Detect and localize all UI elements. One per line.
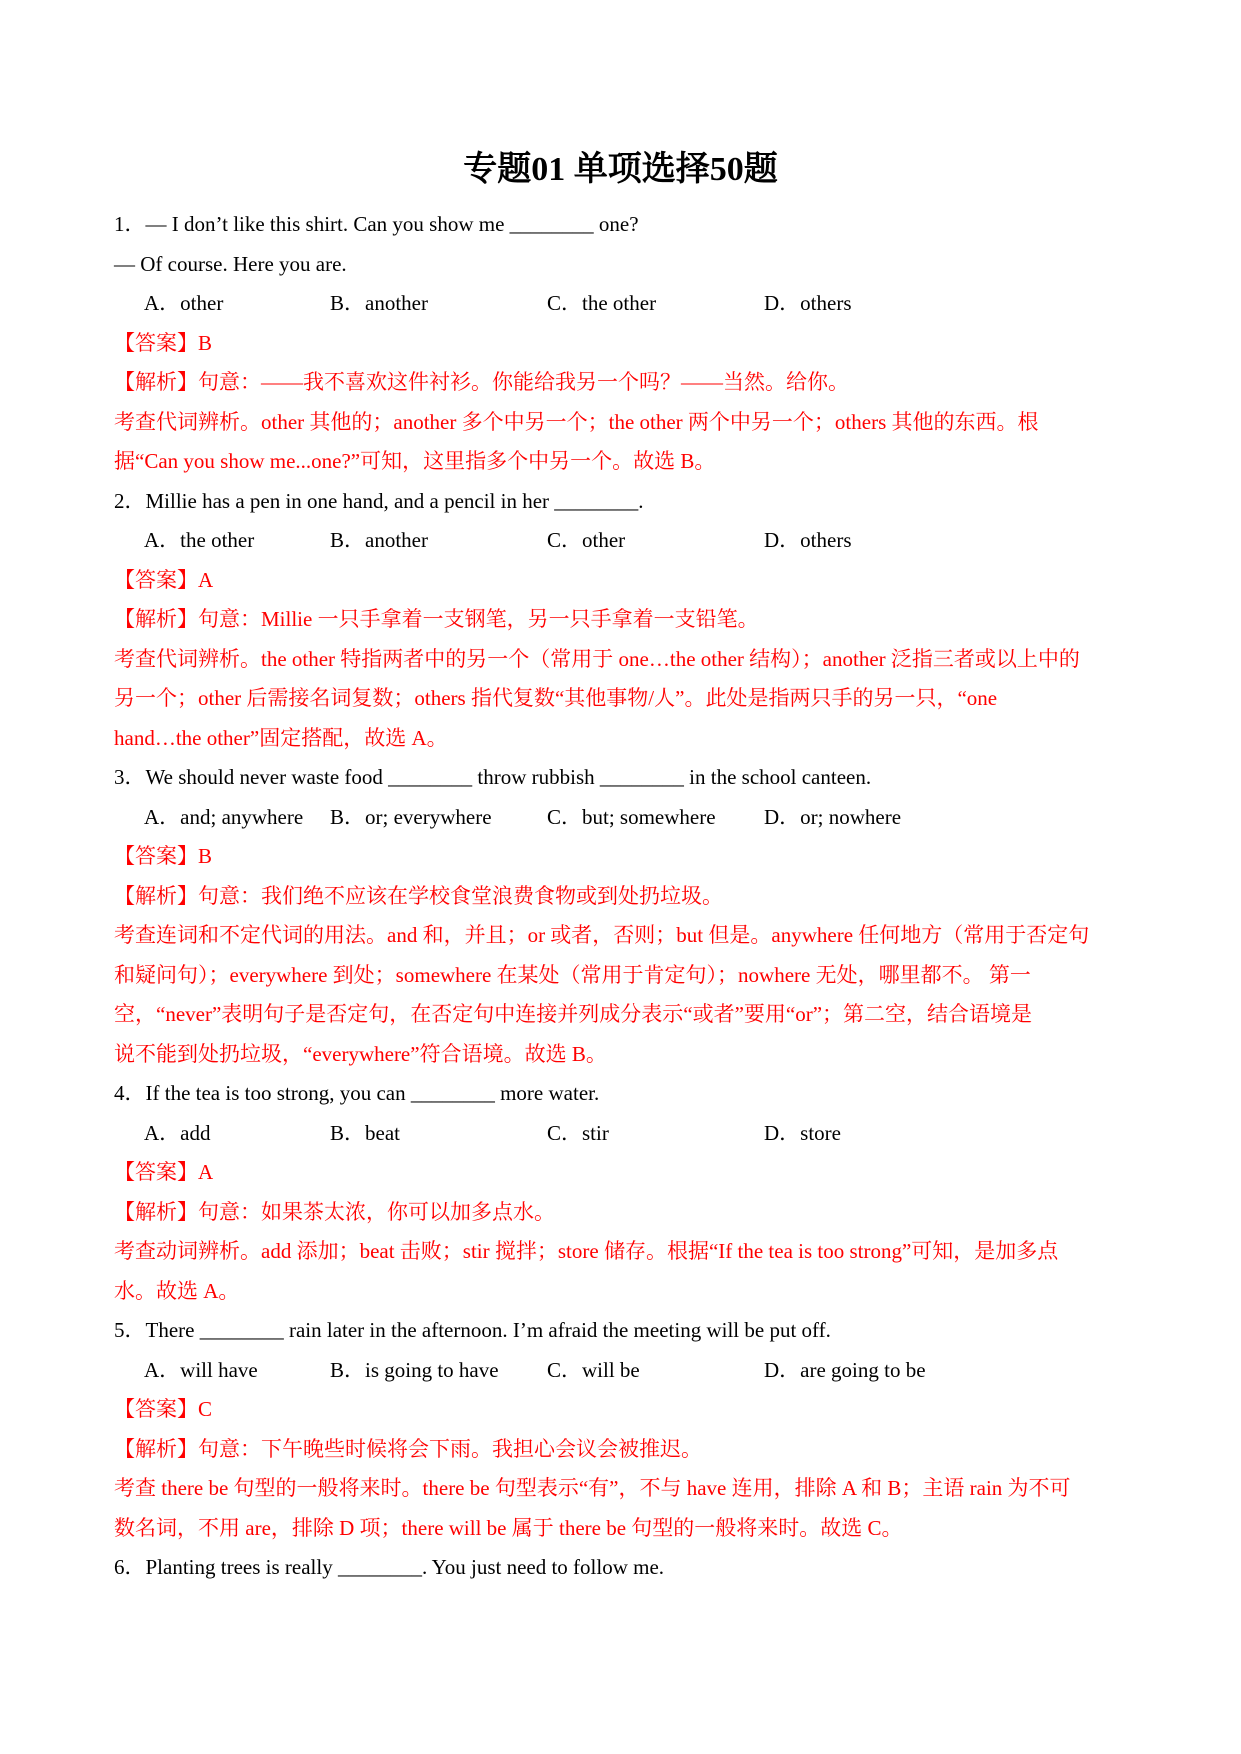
analysis-line: 据“Can you show me...one?”可知，这里指多个中另一个。故选 B。 — [114, 449, 716, 473]
question-stem: 4．If the tea is too strong, you can ________ more water. — [114, 1081, 600, 1105]
option-b: B．or; everywhere — [330, 804, 492, 829]
options-row — [114, 284, 1134, 324]
question-3 — [114, 758, 1134, 1074]
analysis-line: 数名词，不用 are，排除 D 项；there will be 属于 there be 句型的一般将来时。故选 C。 — [114, 1515, 903, 1540]
options-row — [114, 1114, 1134, 1154]
analysis-line: 考查代词辨析。the other 特指两者中的另一个（常用于 one…the other 结构）；another 泛指三者或以上中的 — [114, 646, 1080, 671]
option-c: C．will be — [547, 1357, 640, 1382]
answer-line: 【答案】C — [114, 1397, 213, 1421]
option-c: C．other — [547, 528, 626, 552]
page-title: 专题01 单项选择50题 — [463, 151, 778, 188]
options-row — [114, 798, 1134, 838]
option-a: A．the other — [144, 528, 255, 552]
analysis-line: 考查代词辨析。other 其他的；another 多个中另一个；the other 两个中另一个；others 其他的东西。根 — [114, 409, 1039, 434]
analysis-line: 【解析】句意：如果茶太浓，你可以加多点水。 — [114, 1199, 555, 1224]
option-d: D．others — [764, 291, 852, 315]
analysis-line: 考查连词和不定代词的用法。and 和，并且；or 或者，否则；but 但是。anywhere 任何地方（常用于否定句 — [114, 923, 1090, 947]
option-a: A．other — [144, 291, 224, 315]
answer-line: 【答案】A — [114, 567, 214, 592]
question-6 — [114, 1548, 1134, 1588]
analysis-line: 考查动词辨析。add 添加；beat 击败；stir 搅拌；store 储存。根据“If the tea is too strong”可知，是加多点 — [114, 1239, 1059, 1263]
option-a: A．and; anywhere — [144, 804, 304, 829]
question-2 — [114, 482, 1134, 759]
question-4 — [114, 1074, 1134, 1311]
question-stem: 5．There ________ rain later in the afternoon. I’m afraid the meeting will be put off. — [114, 1318, 831, 1342]
option-b: B．another — [330, 528, 428, 552]
question-1 — [114, 205, 1134, 482]
question-stem: 6．Planting trees is really ________. You just need to follow me. — [114, 1555, 665, 1579]
option-a: A．add — [144, 1120, 211, 1145]
option-d: D．or; nowhere — [764, 804, 902, 829]
answer-line: 【答案】B — [114, 844, 213, 868]
analysis-line: 和疑问句）；everywhere 到处；somewhere 在某处（常用于肯定句）；nowhere 无处，哪里都不。 第一 — [114, 962, 1031, 987]
question-stem: — Of course. Here you are. — [114, 251, 347, 276]
analysis-line: 水。故选 A。 — [114, 1278, 240, 1303]
question-stem: 1．— I don’t like this shirt. Can you show me ________ one? — [114, 212, 639, 236]
option-d: D．are going to be — [764, 1357, 926, 1382]
options-row — [114, 1351, 1134, 1391]
question-stem: 3．We should never waste food ________ throw rubbish ________ in the school canteen. — [114, 765, 872, 789]
analysis-line: 另一个；other 后需接名词复数；others 指代复数“其他事物/人”。此处是指两只手的另一只，“one — [114, 686, 998, 710]
question-list — [114, 205, 1134, 1588]
option-a: A．will have — [144, 1357, 258, 1382]
analysis-line: 【解析】句意：Millie 一只手拿着一支钢笔，另一只手拿着一支铅笔。 — [114, 607, 759, 631]
question-5 — [114, 1311, 1134, 1548]
analysis-line: 【解析】句意：我们绝不应该在学校食堂浪费食物或到处扔垃圾。 — [114, 883, 723, 908]
answer-line: 【答案】B — [114, 330, 213, 355]
option-b: B．is going to have — [330, 1357, 499, 1382]
option-b: B．beat — [330, 1120, 400, 1145]
option-c: C．but; somewhere — [547, 804, 716, 829]
analysis-line: 说不能到处扔垃圾，“everywhere”符合语境。故选 B。 — [114, 1041, 607, 1066]
analysis-line: hand…the other”固定搭配，故选 A。 — [114, 725, 448, 750]
question-stem: 2．Millie has a pen in one hand, and a pencil in her ________. — [114, 488, 644, 513]
analysis-line: 【解析】句意：下午晚些时候将会下雨。我担心会议会被推迟。 — [114, 1436, 702, 1461]
analysis-line: 空，“never”表明句子是否定句，在否定句中连接并列成分表示“或者”要用“or”；第二空，结合语境是 — [114, 1002, 1033, 1026]
option-c: C．the other — [547, 291, 657, 315]
option-c: C．stir — [547, 1120, 609, 1145]
analysis-line: 【解析】句意：——我不喜欢这件衬衫。你能给我另一个吗？——当然。给你。 — [114, 370, 849, 394]
options-row — [114, 521, 1134, 561]
answer-line: 【答案】A — [114, 1160, 214, 1184]
analysis-line: 考查 there be 句型的一般将来时。there be 句型表示“有”，不与 have 连用，排除 A 和 B；主语 rain 为不可 — [114, 1476, 1071, 1500]
option-d: D．others — [764, 528, 852, 552]
option-d: D．store — [764, 1120, 841, 1145]
option-b: B．another — [330, 291, 428, 315]
